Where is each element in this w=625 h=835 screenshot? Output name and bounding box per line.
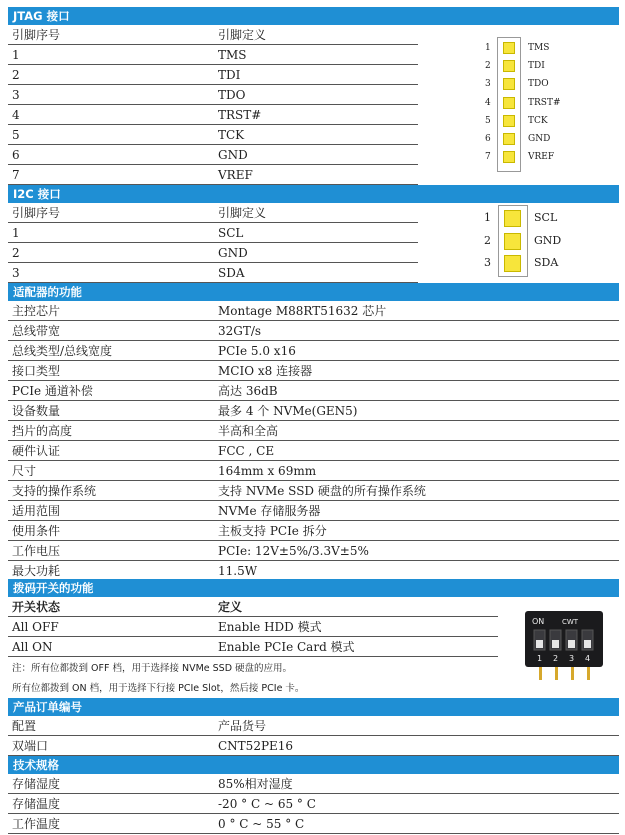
table-row: [8, 361, 619, 381]
dip-switch-number: 1: [537, 654, 543, 663]
cell-value: 产品货号: [218, 719, 267, 733]
jtag-pin: [503, 115, 515, 127]
cell-key: 3: [12, 266, 20, 280]
jtag-pin: [503, 97, 515, 109]
jtag-section-bar: JTAG 接口: [8, 7, 619, 25]
spec-section-bar: 技术规格: [8, 756, 619, 774]
cell-value: FCC , CE: [218, 444, 275, 458]
cell-value: 引脚定义: [218, 206, 267, 220]
jtag-pin: [503, 42, 515, 54]
cell-key: 3: [12, 88, 20, 102]
i2c-pin: [504, 210, 521, 227]
jtag-pin: [503, 151, 515, 163]
cell-value: GND: [218, 148, 248, 162]
dip-brand-logo: CWT: [562, 618, 579, 626]
jtag-pin-label: GND: [528, 134, 551, 144]
jtag-pin-label: VREF: [528, 152, 555, 163]
cell-value: Enable PCIe Card 模式: [218, 640, 355, 654]
table-row: [8, 521, 619, 541]
i2c-pin-number: 2: [484, 233, 491, 247]
cell-value: NVMe 存储服务器: [218, 504, 321, 518]
jtag-pin-label: TDO: [528, 79, 549, 90]
i2c-pin-number: 3: [484, 256, 491, 269]
i2c-pin-number: 1: [484, 211, 491, 224]
table-row: [8, 541, 619, 561]
jtag-pin-label: TDI: [528, 61, 545, 72]
table-row: [8, 774, 619, 794]
cell-value: CNT52PE16: [218, 739, 294, 753]
jtag-pin-number: 3: [485, 79, 491, 90]
cell-key: 挡片的高度: [12, 424, 73, 438]
table-row: [8, 481, 619, 501]
cell-key: 存储温度: [12, 797, 61, 811]
i2c-pin-label: SDA: [534, 256, 559, 269]
dip-switch-number: 2: [553, 654, 559, 663]
cell-key: 1: [12, 48, 20, 62]
jtag-pin-label: TRST#: [528, 97, 561, 108]
dip-header-row: [8, 597, 498, 617]
cell-key: 设备数量: [12, 404, 61, 418]
cell-value: 85%相对湿度: [218, 777, 293, 791]
cell-value: 定义: [218, 600, 243, 614]
cell-value: TRST#: [218, 108, 262, 122]
cell-value: 高达 36dB: [218, 384, 278, 398]
cell-key: 支持的操作系统: [12, 484, 97, 498]
cell-value: SDA: [218, 266, 245, 280]
cell-key: 2: [12, 68, 20, 82]
table-row: [8, 617, 498, 637]
cell-value: 最多 4 个 NVMe(GEN5): [218, 404, 358, 418]
table-row: [8, 637, 498, 657]
table-row: [8, 223, 418, 243]
cell-key: 硬件认证: [12, 444, 61, 458]
table-row: [8, 736, 619, 756]
cell-key: 接口类型: [12, 364, 61, 378]
cell-key: 4: [12, 108, 20, 122]
jtag-pin-number: 6: [485, 134, 491, 144]
jtag-pin-label: TMS: [528, 43, 550, 53]
table-row: [8, 263, 418, 283]
jtag-header-row: [8, 25, 418, 45]
cell-key: 开关状态: [12, 600, 61, 614]
jtag-pin-number: 5: [485, 115, 491, 126]
cell-value: 引脚定义: [218, 28, 267, 42]
table-row: [8, 421, 619, 441]
cell-key: 引脚序号: [12, 206, 61, 220]
cell-key: 主控芯片: [12, 304, 61, 318]
jtag-pin-number: 2: [485, 61, 491, 72]
dip-note: 注：所有位都拨到 OFF 档，用于选择接 NVMe SSD 硬盘的应用。: [12, 663, 293, 674]
cell-key: 工作温度: [12, 817, 61, 831]
cell-key: 尺寸: [12, 464, 37, 478]
cell-key: All OFF: [12, 620, 59, 634]
cell-key: 7: [12, 168, 20, 182]
jtag-pin: [503, 60, 515, 72]
table-row: [8, 401, 619, 421]
cell-value: TCK: [218, 128, 245, 142]
i2c-pin-label: SCL: [534, 211, 558, 224]
cell-value: -20 ° C ~ 65 ° C: [218, 797, 316, 811]
i2c-pin-label: GND: [534, 233, 562, 247]
cell-value: 11.5W: [218, 564, 258, 578]
cell-key: 1: [12, 226, 20, 240]
table-row: [8, 794, 619, 814]
cell-key: 引脚序号: [12, 28, 61, 42]
table-row: [8, 105, 418, 125]
cell-value: TDO: [218, 88, 246, 102]
cell-value: 主板支持 PCIe 拆分: [218, 524, 327, 538]
cell-key: 使用条件: [12, 524, 61, 538]
cell-key: PCIe 通道补偿: [12, 384, 93, 398]
order-header-row: [8, 716, 619, 736]
table-row: [8, 243, 418, 263]
cell-key: 总线带宽: [12, 324, 61, 338]
table-row: [8, 381, 619, 401]
table-row: [8, 125, 418, 145]
cell-value: 0 ° C ~ 55 ° C: [218, 817, 305, 831]
cell-key: 6: [12, 148, 20, 162]
dip-on-label: ON: [532, 617, 545, 626]
cell-key: All ON: [12, 640, 53, 654]
table-row: [8, 85, 418, 105]
features-section-bar: 适配器的功能: [8, 283, 619, 301]
cell-value: Enable HDD 模式: [218, 620, 322, 634]
cell-key: 最大功耗: [12, 564, 61, 578]
order-section-bar: 产品订单编号: [8, 698, 619, 716]
cell-key: 工作电压: [12, 544, 61, 558]
cell-value: SCL: [218, 226, 244, 240]
table-row: [8, 501, 619, 521]
cell-value: TDI: [218, 68, 241, 82]
cell-value: VREF: [218, 168, 253, 182]
table-row: [8, 321, 619, 341]
cell-key: 5: [12, 128, 20, 142]
cell-value: MCIO x8 连接器: [218, 364, 313, 378]
table-row: [8, 561, 619, 581]
table-row: [8, 341, 619, 361]
table-row: [8, 814, 619, 834]
cell-key: 总线类型/总线宽度: [12, 344, 113, 358]
dip-switch-image: [520, 606, 610, 686]
cell-key: 2: [12, 246, 20, 260]
dip-note: 所有位都拨到 ON 档，用于选择下行接 PCIe Slot，然后接 PCIe 卡。: [12, 683, 305, 694]
table-row: [8, 301, 619, 321]
table-row: [8, 441, 619, 461]
table-row: [8, 65, 418, 85]
table-row: [8, 45, 418, 65]
i2c-pin: [504, 255, 521, 272]
jtag-pin-label: TCK: [528, 115, 548, 126]
dip-switch-number: 4: [585, 654, 591, 663]
i2c-header-row: [8, 203, 418, 223]
cell-value: 半高和全高: [218, 424, 279, 438]
cell-key: 存储湿度: [12, 777, 61, 791]
cell-value: PCIe 5.0 x16: [218, 344, 296, 358]
cell-value: TMS: [218, 48, 247, 62]
cell-value: PCIe: 12V±5%/3.3V±5%: [218, 544, 369, 558]
jtag-pin: [503, 78, 515, 90]
jtag-pin: [503, 133, 515, 145]
cell-key: 双端口: [12, 739, 49, 753]
cell-value: 32GT/s: [218, 324, 262, 338]
cell-value: Montage M88RT51632 芯片: [218, 304, 387, 318]
table-row: [8, 145, 418, 165]
jtag-pin-number: 7: [485, 152, 491, 163]
table-row: [8, 461, 619, 481]
table-row: [8, 165, 418, 185]
jtag-pin-number: 1: [485, 43, 491, 53]
i2c-section-bar: I2C 接口: [8, 185, 619, 203]
jtag-pin-number: 4: [485, 97, 491, 108]
cell-key: 适用范围: [12, 504, 61, 518]
cell-value: 164mm x 69mm: [218, 464, 317, 478]
dip-switch-number: 3: [569, 654, 575, 663]
cell-key: 配置: [12, 719, 37, 733]
dip-section-bar: 拨码开关的功能: [8, 579, 619, 597]
cell-value: GND: [218, 246, 248, 260]
i2c-pin: [504, 233, 521, 250]
cell-value: 支持 NVMe SSD 硬盘的所有操作系统: [218, 484, 426, 498]
